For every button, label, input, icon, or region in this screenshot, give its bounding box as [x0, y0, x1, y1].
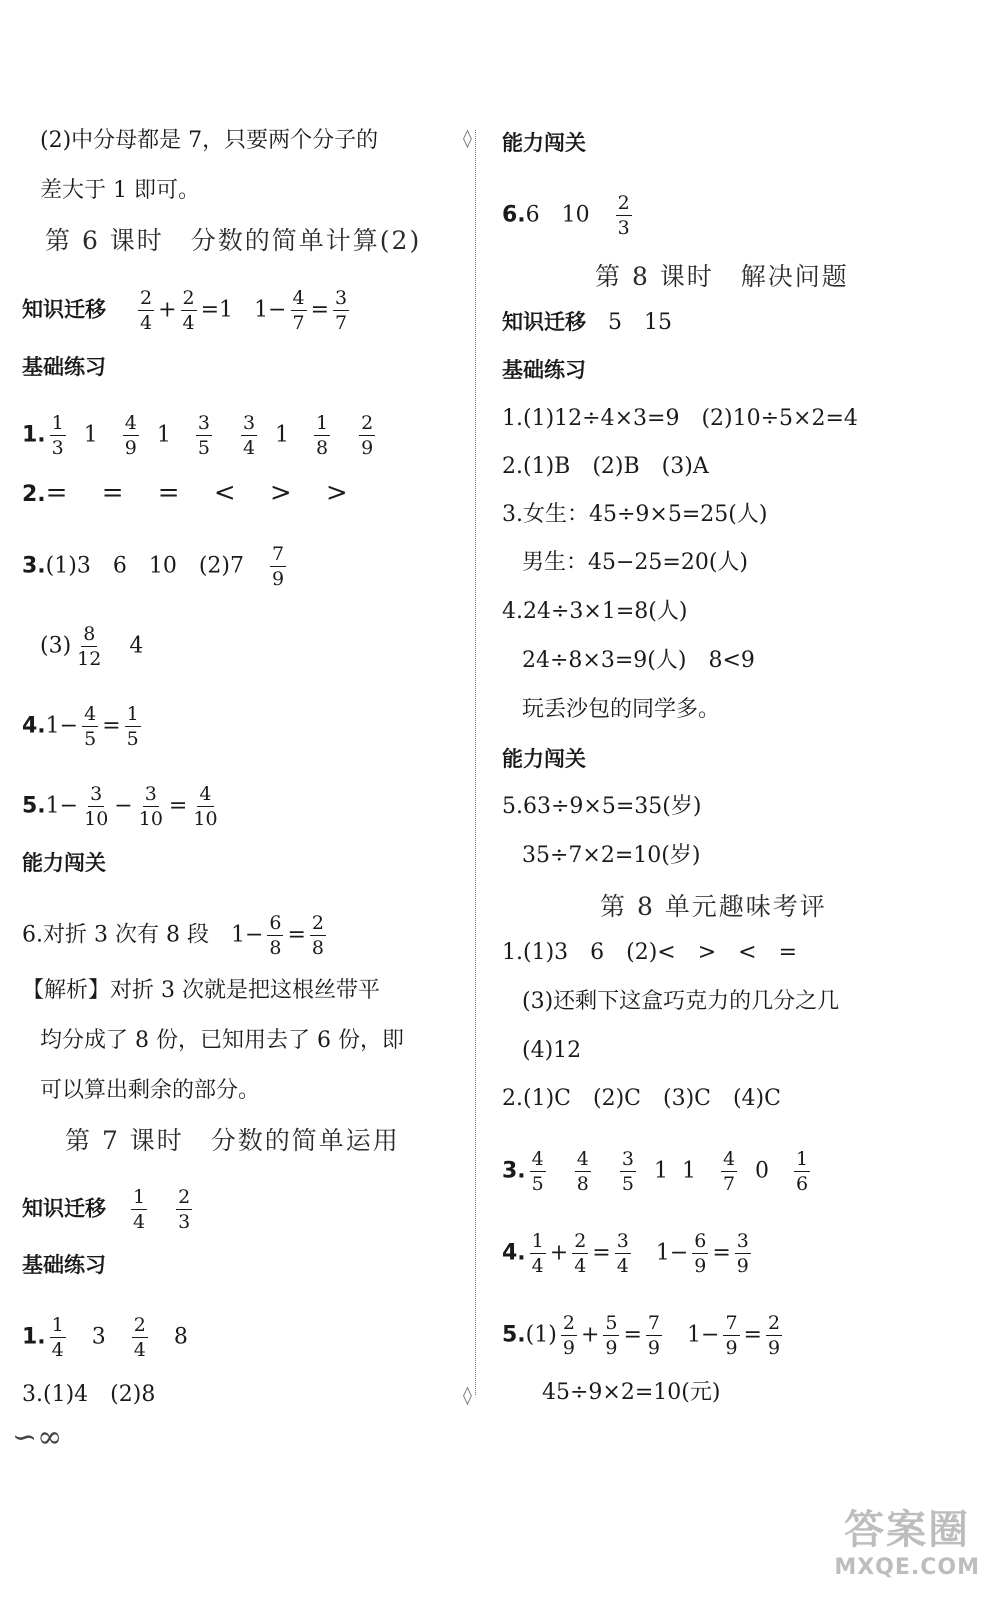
- section-label: 能力闯关: [502, 131, 586, 155]
- watermark: 答案圈 MXQE.COM: [834, 1507, 980, 1580]
- answer-row: 2.(1)C (2)C (3)C (4)C: [502, 1086, 781, 1111]
- answer-row: 男生：45−25=20(人): [522, 550, 749, 575]
- answer-row: 4. $\frac{1}{4}$ + $\frac{2}{4}$ = $\frac{3}{4}$ 1− $\frac{6}{9}$ = $\frac{3}{9}$: [502, 1230, 749, 1277]
- answer-row: 玩丢沙包的同学多。: [522, 697, 721, 722]
- divider-ornament-top: ◊: [463, 128, 472, 149]
- section-label: 能力闯关: [22, 851, 106, 875]
- column-divider: [475, 130, 476, 1395]
- divider-ornament-bottom: ◊: [463, 1385, 472, 1406]
- answer-row: 2.= = = < > >: [22, 478, 348, 508]
- answer-row: (3)还剩下这盒巧克力的几分之几: [522, 989, 840, 1014]
- answer-row: (4)12: [522, 1038, 582, 1063]
- knowledge-transfer-row: 知识迁移 $\frac{1}{4}$ $\frac{2}{3}$: [22, 1186, 191, 1233]
- answer-row: 6.6 10 $\frac{2}{3}$: [502, 192, 630, 239]
- section-label: 能力闯关: [502, 747, 586, 771]
- lesson-7-title: 第 7 课时 分数的简单运用: [65, 1126, 400, 1155]
- analysis-text: 【解析】对折 3 次就是把这根丝带平: [22, 978, 380, 1003]
- answer-row: 3.(1)3 6 10 (2)7 $\frac{7}{9}$: [22, 543, 285, 590]
- answer-row: 3. $\frac{4}{5}$ $\frac{4}{8}$ $\frac{3}{5}$ 1 1 $\frac{4}{7}$ 0 $\frac{1}{6}$: [502, 1148, 809, 1195]
- answer-row: 24÷8×3=9(人) 8<9: [522, 648, 755, 673]
- knowledge-transfer-row: 知识迁移 5 15: [502, 310, 673, 335]
- answer-row: 45÷9×2=10(元): [542, 1380, 721, 1405]
- cloud-ornament-icon: ∽∞: [12, 1420, 63, 1455]
- answer-row: 5.1− $\frac{3}{10}$ − $\frac{3}{10}$ = $\frac{4}{10}$: [22, 783, 218, 830]
- section-label: 基础练习: [22, 355, 106, 379]
- answer-row: 5.63÷9×5=35(岁): [502, 794, 702, 819]
- knowledge-transfer-row: 知识迁移 $\frac{2}{4}$ + $\frac{2}{4}$ =1 1− $\frac{4}{7}$ = $\frac{3}{7}$: [22, 287, 348, 334]
- unit-8-title: 第 8 单元趣味考评: [600, 892, 827, 921]
- section-label: 基础练习: [502, 358, 586, 382]
- section-label: 知识迁移: [22, 297, 106, 322]
- fraction: $\frac{2}{4}$: [140, 287, 153, 334]
- fraction: $\frac{2}{4}$: [182, 287, 195, 334]
- lesson-8-title: 第 8 课时 解决问题: [595, 262, 849, 291]
- answer-row: 4.24÷3×1=8(人): [502, 599, 688, 624]
- analysis-text: 可以算出剩余的部分。: [40, 1078, 261, 1103]
- answer-row: 35÷7×2=10(岁): [522, 843, 701, 868]
- analysis-text: 均分成了 8 份，已知用去了 6 份，即: [40, 1028, 404, 1053]
- lesson-6-title: 第 6 课时 分数的简单计算(2): [45, 226, 422, 255]
- fraction: $\frac{4}{7}$: [292, 287, 305, 334]
- answer-row: 5.(1) $\frac{2}{9}$ + $\frac{5}{9}$ = $\frac{7}{9}$ 1− $\frac{7}{9}$ = $\frac{2}{9}$: [502, 1312, 781, 1359]
- fraction: $\frac{3}{7}$: [335, 287, 348, 334]
- section-label: 基础练习: [22, 1253, 106, 1277]
- answer-row: (3) $\frac{8}{12}$ 4: [40, 623, 144, 670]
- text-line: 差大于 1 即可。: [40, 178, 200, 203]
- text-line: (2)中分母都是 7，只要两个分子的: [40, 128, 379, 153]
- answer-row: 1.(1)3 6 (2)< > < =: [502, 940, 798, 965]
- answer-row: 1.(1)12÷4×3=9 (2)10÷5×2=4: [502, 406, 858, 431]
- answer-row: 4.1− $\frac{4}{5}$ = $\frac{1}{5}$: [22, 703, 139, 750]
- answer-row: 6.对折 3 次有 8 段 1− $\frac{6}{8}$ = $\frac{2}{8}$: [22, 912, 325, 959]
- answer-row: 2.(1)B (2)B (3)A: [502, 454, 709, 479]
- answer-row: 1. $\frac{1}{3}$ 1 $\frac{4}{9}$ 1 $\frac{3}{5}$ $\frac{3}{4}$ 1 $\frac{1}{8}$ $\frac{2}{9}$: [22, 412, 374, 459]
- answer-row: 1. $\frac{1}{4}$ 3 $\frac{2}{4}$ 8: [22, 1314, 188, 1361]
- answer-row: 3.(1)4 (2)8: [22, 1382, 156, 1407]
- answer-row: 3.女生：45÷9×5=25(人): [502, 502, 768, 527]
